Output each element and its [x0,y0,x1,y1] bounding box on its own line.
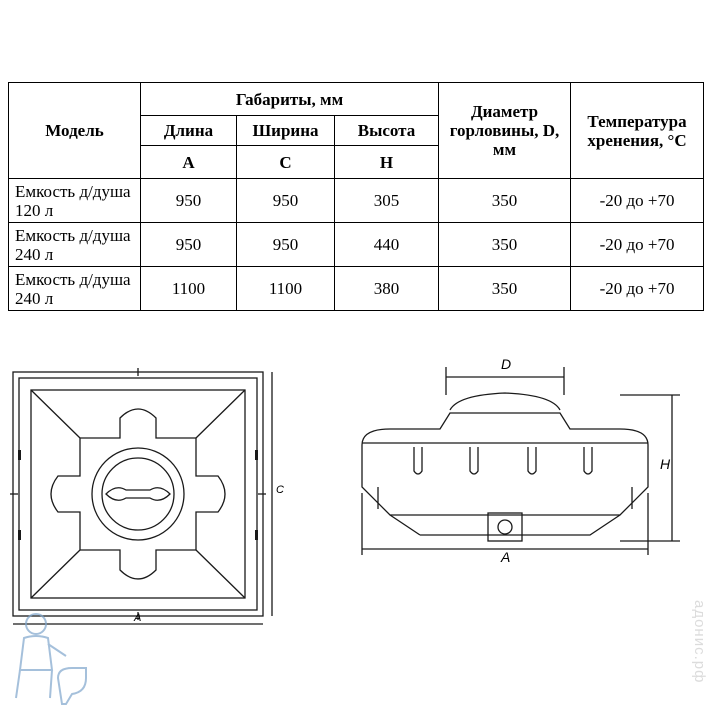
side-view-label-d: D [501,356,512,372]
cell-model: Емкость д/душа 120 л [9,179,141,223]
cell-t: -20 до +70 [571,179,704,223]
cell-c: 1100 [237,267,335,311]
header-dimensions: Габариты, мм [141,83,439,116]
header-length-sym: A [141,146,237,179]
header-temp: Температура хренения, °С [571,83,704,179]
cell-h: 305 [335,179,439,223]
cell-model: Емкость д/душа 240 л [9,267,141,311]
cell-t: -20 до +70 [571,267,704,311]
header-length: Длина [141,116,237,146]
side-view-label-h: H [660,456,671,472]
top-view-label-a: A [134,612,142,624]
header-model: Модель [9,83,141,179]
header-height: Высота [335,116,439,146]
cell-a: 950 [141,179,237,223]
top-view-label-c: C [276,484,284,496]
cell-d: 350 [439,223,571,267]
table-row [9,223,704,267]
header-height-sym: H [335,146,439,179]
plumber-logo-icon [6,608,92,708]
cell-d: 350 [439,179,571,223]
side-view-drawing [350,355,690,585]
cell-a: 950 [141,223,237,267]
header-width: Ширина [237,116,335,146]
header-neck: Диаметр горловины, D, мм [439,83,571,179]
table-row [9,179,704,223]
cell-c: 950 [237,223,335,267]
cell-h: 440 [335,223,439,267]
cell-t: -20 до +70 [571,223,704,267]
cell-a: 1100 [141,267,237,311]
header-width-sym: C [237,146,335,179]
table-row [9,267,704,311]
side-view-label-a: A [501,549,511,565]
cell-h: 380 [335,267,439,311]
spec-table [8,82,704,311]
watermark: адонис.рф [691,600,708,684]
cell-d: 350 [439,267,571,311]
cell-c: 950 [237,179,335,223]
top-view-drawing [0,360,300,630]
cell-model: Емкость д/душа 240 л [9,223,141,267]
